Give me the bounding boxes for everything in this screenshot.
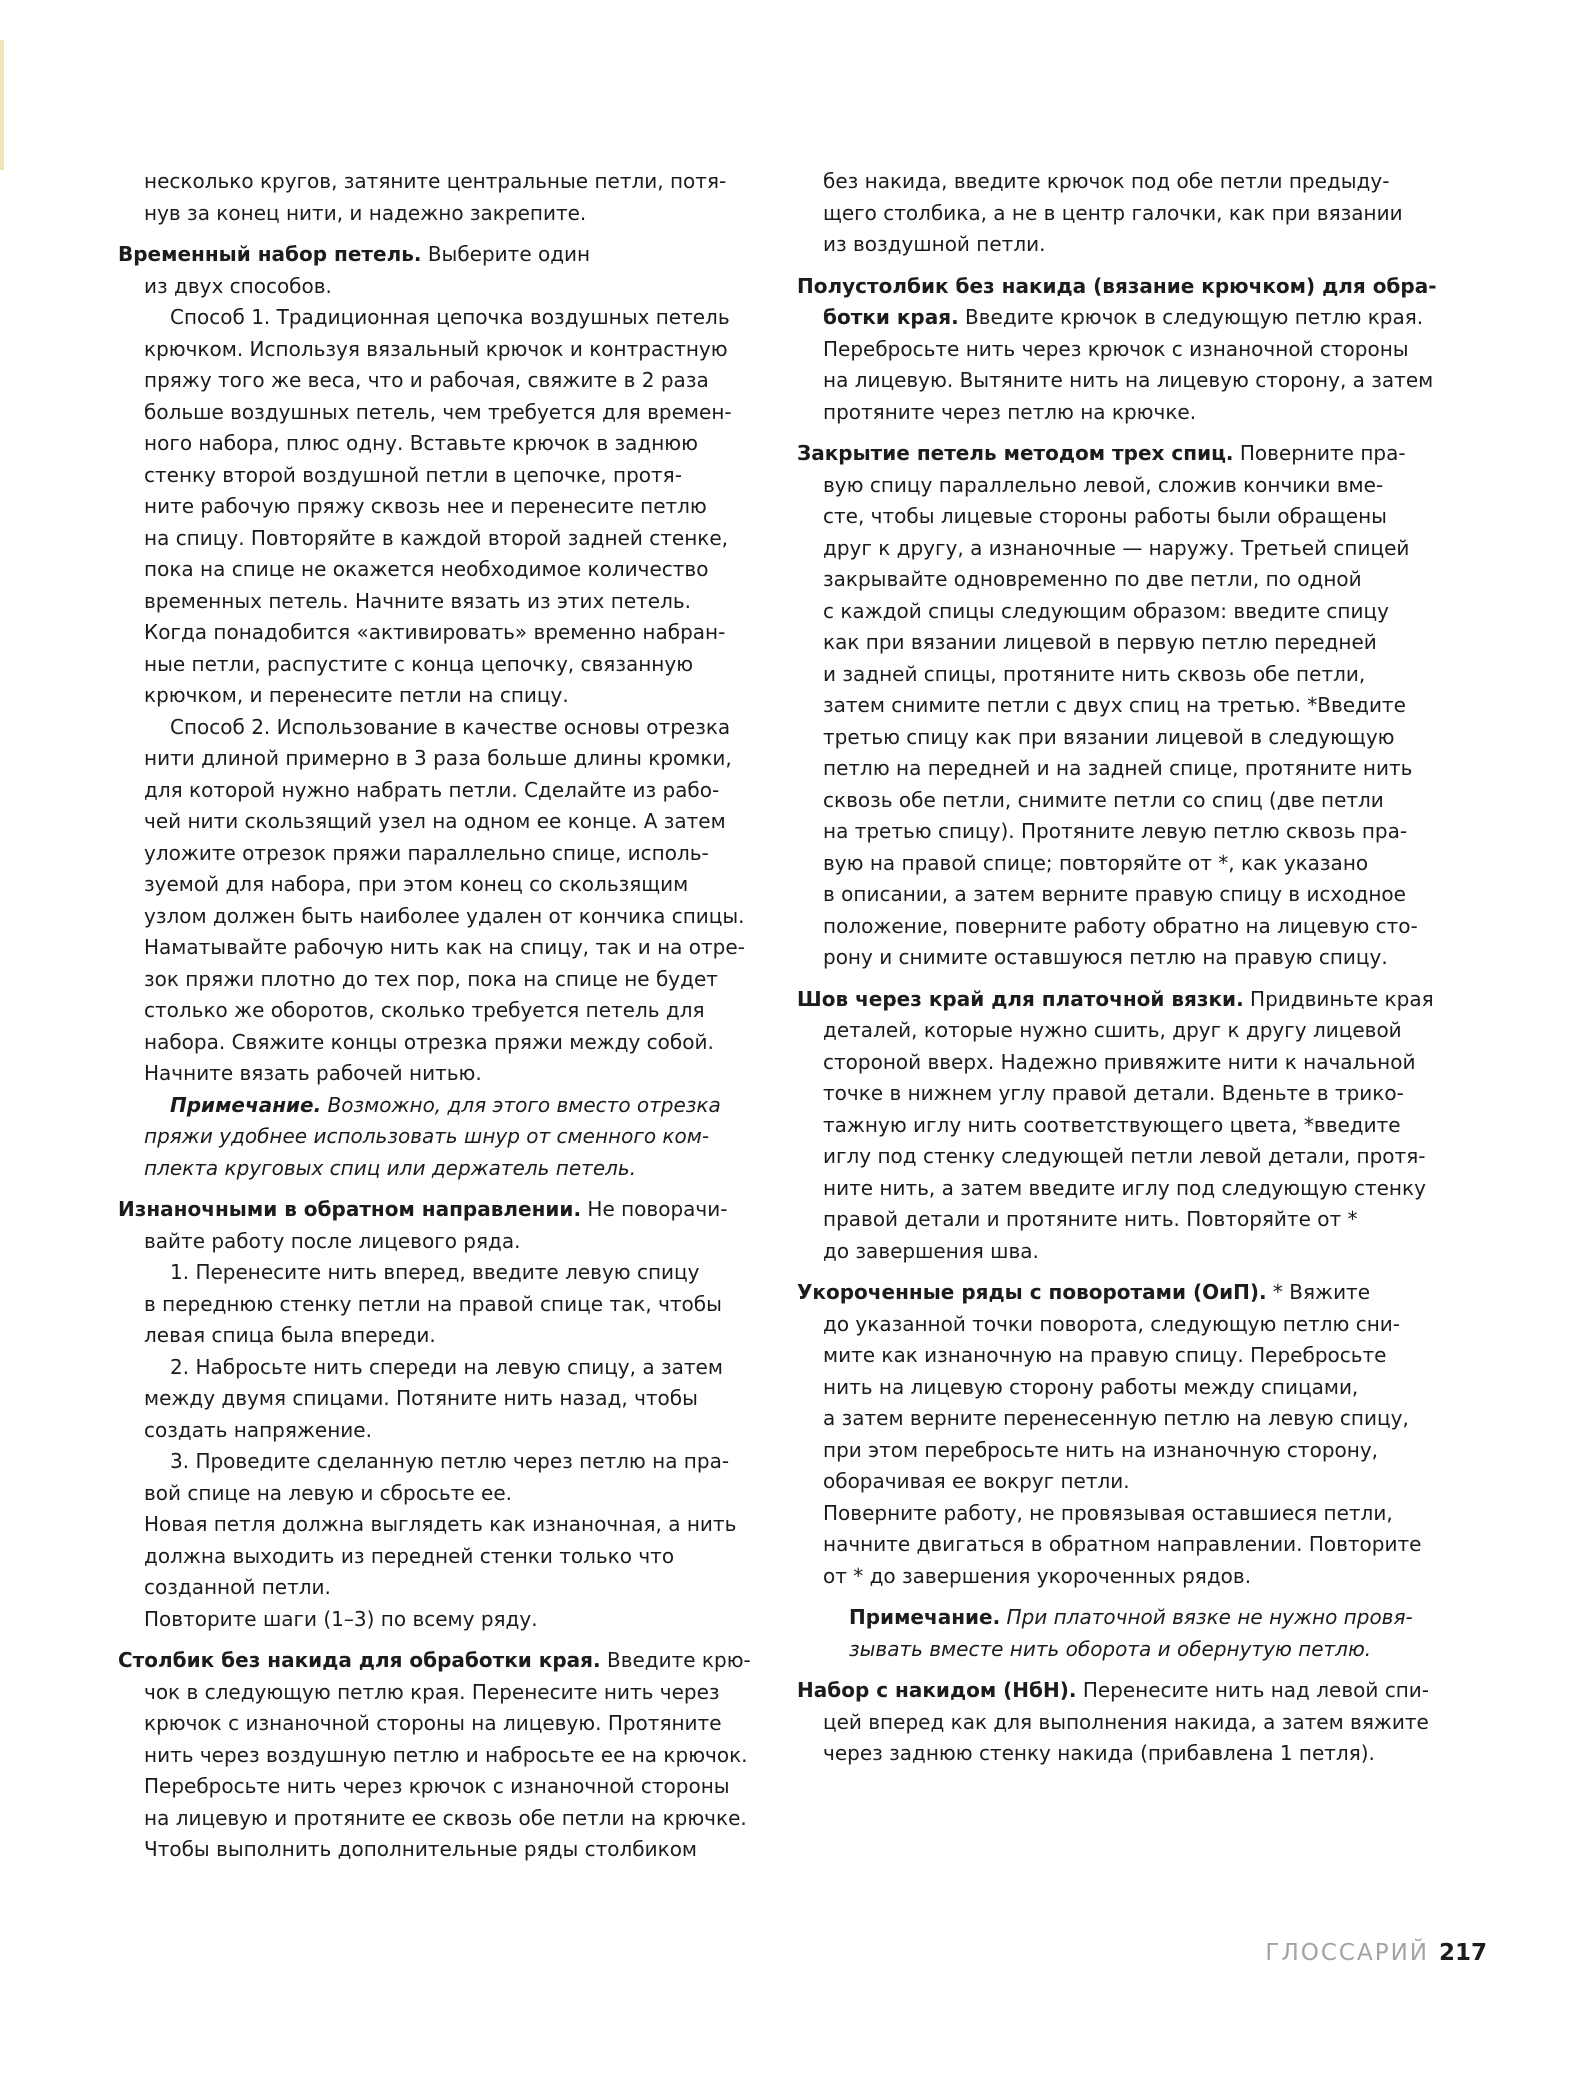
- text-line: деталей, которые нужно сшить, друг к другу лицевой: [823, 1018, 1402, 1042]
- text-line: чей нити скользящий узел на одном ее конце. А затем: [144, 809, 726, 833]
- entry-lead-text: Перенесите нить над левой спи-: [1076, 1678, 1429, 1702]
- text-line: крючком, и перенесите петли на спицу.: [144, 683, 569, 707]
- text-line: и задней спицы, протяните нить сквозь обе петли,: [823, 661, 1366, 686]
- text-line: стороной вверх. Надежно привяжите нити к начальной: [823, 1049, 1416, 1074]
- text-line: сте, чтобы лицевые стороны работы были обращены: [823, 504, 1387, 528]
- entry-lead-text: Придвиньте края: [1243, 986, 1434, 1011]
- text-line: затем снимите петли с двух спиц на третью. *Введите: [823, 693, 1406, 717]
- text-line: от * до завершения укороченных рядов.: [823, 1563, 1252, 1588]
- note-line: [849, 1602, 1462, 1634]
- text-line: щего столбика, а не в центр галочки, как при вязании: [823, 200, 1403, 225]
- text-line: Новая петля должна выглядеть как изнаночная, а нить: [144, 1512, 737, 1536]
- page-footer: [1265, 1940, 1487, 1966]
- text-line: из двух способов.: [144, 273, 332, 298]
- text-line: пока на спице не окажется необходимое количество: [144, 557, 709, 581]
- step-line: в переднюю стенку петли на правой спице так, чтобы: [144, 1291, 722, 1316]
- text-line: рону и снимите оставшуюся петлю на правую спицу.: [823, 945, 1388, 969]
- text-line: при этом перебросьте нить на изнаночную сторону,: [823, 1437, 1379, 1462]
- text-line: петлю на передней и на задней спице, протяните нить: [823, 756, 1413, 780]
- note: [797, 1602, 1462, 1665]
- text-line: чок в следующую петлю края. Перенесите нить через: [144, 1679, 720, 1704]
- continuation-text: [797, 166, 1462, 261]
- text-line: Повторите шаги (1–3) по всему ряду.: [144, 1606, 538, 1631]
- entry-yo-cast: [797, 1675, 1462, 1770]
- note: [118, 1090, 758, 1185]
- text-line: Поверните работу, не провязывая оставшиеся петли,: [823, 1500, 1393, 1525]
- entry-lead: [118, 239, 758, 271]
- text-line: начните двигаться в обратном направлении. Повторите: [823, 1532, 1422, 1556]
- text-line: временных петель. Начните вязать из этих петель.: [144, 588, 692, 613]
- text-line: а затем верните перенесенную петлю на левую спицу,: [823, 1406, 1409, 1430]
- text-line: больше воздушных петель, чем требуется для времен-: [144, 399, 732, 424]
- entry-short-rows: [797, 1277, 1462, 1592]
- text-line: на спицу. Повторяйте в каждой второй задней стенке,: [144, 525, 729, 550]
- text-line: зуемой для набора, при этом конец со скользящим: [144, 872, 689, 896]
- entry-term: Закрытие петель методом трех спиц.: [797, 441, 1234, 465]
- entry-lead: [118, 1645, 758, 1677]
- step-line: 1. Перенесите нить вперед, введите левую спицу: [170, 1260, 700, 1284]
- text-line: Способ 1. Традиционная цепочка воздушных петель: [170, 305, 730, 329]
- continuation-text: [118, 166, 758, 229]
- text-line: несколько кругов, затяните центральные петли, потя-: [144, 169, 727, 193]
- step-line: вой спице на левую и сбросьте ее.: [144, 1480, 512, 1505]
- entry-hdc-edge: [797, 271, 1462, 429]
- step-line: 2. Набросьте нить спереди на левую спицу, а затем: [170, 1354, 723, 1379]
- text-line: из воздушной петли.: [823, 232, 1046, 256]
- entry-lead: [797, 302, 1462, 334]
- text-line: правой детали и протяните нить. Повторяйте от *: [823, 1207, 1358, 1231]
- text-line: Перебросьте нить через крючок с изнаночной стороны: [823, 336, 1409, 361]
- text-line: на лицевую и протяните ее сквозь обе петли на крючке.: [144, 1805, 747, 1830]
- text-line: через заднюю стенку накида (прибавлена 1 петля).: [823, 1741, 1375, 1765]
- text-line: вую на правой спице; повторяйте от *, как указано: [823, 850, 1369, 875]
- entry-term: Укороченные ряды с поворотами (ОиП).: [797, 1280, 1267, 1304]
- entry-term: Полустолбик без накида (вязание крючком) для обра-: [797, 273, 1437, 298]
- text-line: в описании, а затем верните правую спицу в исходное: [823, 882, 1406, 906]
- text-line: созданной петли.: [144, 1575, 331, 1599]
- text-line: узлом должен быть наиболее удален от кончика спицы.: [144, 903, 745, 928]
- text-line: тажную иглу нить соответствующего цвета, *введите: [823, 1112, 1401, 1137]
- note-text: При платочной вязке не нужно провя-: [1000, 1605, 1413, 1629]
- text-line: нув за конец нити, и надежно закрепите.: [144, 200, 587, 225]
- entry-term: ботки края.: [823, 305, 959, 329]
- text-line: положение, поверните работу обратно на лицевую сто-: [823, 913, 1418, 938]
- note-label: Примечание.: [170, 1092, 322, 1117]
- text-line: стенку второй воздушной петли в цепочке, протя-: [144, 462, 682, 487]
- text-line: набора. Свяжите концы отрезка пряжи между собой.: [144, 1029, 714, 1054]
- entry-lead-text: Не поворачи-: [581, 1197, 728, 1221]
- note-line: [118, 1090, 758, 1122]
- text-line: протяните через петлю на крючке.: [823, 399, 1197, 424]
- text-line: вую спицу параллельно левой, сложив кончики вме-: [823, 472, 1384, 497]
- entry-term: Шов через край для платочной вязки.: [797, 986, 1244, 1011]
- text-line: ные петли, распустите с конца цепочку, связанную: [144, 651, 694, 676]
- right-column: [797, 166, 1462, 1780]
- text-line: ните нить, а затем введите иглу под следующую стенку: [823, 1175, 1426, 1200]
- note-line: пряжи удобнее использовать шнур от сменного ком-: [144, 1124, 710, 1148]
- text-line: с каждой спицы следующим образом: введите спицу: [823, 598, 1389, 623]
- text-line: уложите отрезок пряжи параллельно спице, исполь-: [144, 840, 709, 865]
- text-line: для которой нужно набрать петли. Сделайте из рабо-: [144, 777, 720, 802]
- entry-lead: [797, 1277, 1462, 1309]
- entry-lead: [797, 438, 1462, 470]
- left-column: [118, 166, 758, 1876]
- text-line: Когда понадобится «активировать» временно набран-: [144, 620, 726, 644]
- entry-purl-back: [118, 1194, 758, 1635]
- page-edge-mark: [0, 40, 4, 170]
- note-label: Примечание.: [849, 1605, 1001, 1629]
- note-line: плекта круговых спиц или держатель петель.: [144, 1155, 637, 1180]
- text-line: нить через воздушную петлю и набросьте ее на крючок.: [144, 1742, 748, 1767]
- text-line: до завершения шва.: [823, 1238, 1039, 1263]
- entry-lead-text: Выберите один: [421, 242, 591, 266]
- text-line: крючком. Используя вязальный крючок и контрастную: [144, 336, 728, 361]
- text-line: нити длиной примерно в 3 раза больше длины кромки,: [144, 746, 732, 770]
- step-line: создать напряжение.: [144, 1417, 372, 1442]
- text-line: зок пряжи плотно до тех пор, пока на спице не будет: [144, 966, 718, 991]
- entry-lead: [118, 1194, 758, 1226]
- step-line: между двумя спицами. Потяните нить назад, чтобы: [144, 1386, 698, 1410]
- text-line: иглу под стенку следующей петли левой детали, протя-: [823, 1144, 1426, 1168]
- entry-lead: [797, 984, 1462, 1016]
- entry-garter-seam: [797, 984, 1462, 1268]
- entry-three-needle: [797, 438, 1462, 974]
- entry-temp-cast: [118, 239, 758, 1184]
- entry-term: Столбик без накида для обработки края.: [118, 1648, 601, 1672]
- text-line: на третью спицу). Протяните левую петлю сквозь пра-: [823, 819, 1408, 843]
- text-line: закрывайте одновременно по две петли, по одной: [823, 567, 1362, 591]
- step-line: левая спица была впереди.: [144, 1323, 436, 1347]
- text-line: должна выходить из передней стенки только что: [144, 1543, 675, 1568]
- text-line: нить на лицевую сторону работы между спицами,: [823, 1374, 1359, 1399]
- method-1: [118, 302, 758, 712]
- text-line: как при вязании лицевой в первую петлю передней: [823, 630, 1377, 654]
- entry-term: Изнаночными в обратном направлении.: [118, 1197, 582, 1221]
- entry-term: Набор с накидом (НбН).: [797, 1678, 1077, 1702]
- text-line: на лицевую. Вытяните нить на лицевую сторону, а затем: [823, 368, 1434, 392]
- text-line: до указанной точки поворота, следующую петлю сни-: [823, 1311, 1401, 1336]
- entry-lead-text: Поверните пра-: [1233, 441, 1406, 465]
- entry-lead-text: Введите крю-: [600, 1648, 751, 1672]
- text-line: вайте работу после лицевого ряда.: [144, 1228, 521, 1253]
- note-line: зывать вместе нить оборота и обернутую петлю.: [849, 1636, 1372, 1661]
- text-line: пряжу того же веса, что и рабочая, свяжите в 2 раза: [144, 368, 709, 392]
- entry-lead: [797, 271, 1462, 303]
- text-line: Перебросьте нить через крючок с изнаночной стороны: [144, 1774, 730, 1798]
- text-line: оборачивая ее вокруг петли.: [823, 1469, 1130, 1493]
- text-line: ните рабочую пряжу сквозь нее и перенесите петлю: [144, 494, 707, 518]
- entry-lead-text: Введите крючок в следующую петлю края.: [958, 305, 1424, 329]
- text-line: точке в нижнем углу правой детали. Вденьте в трико-: [823, 1081, 1404, 1105]
- text-line: Начните вязать рабочей нитью.: [144, 1061, 482, 1085]
- text-line: друг к другу, а изнаночные — наружу. Третьей спицей: [823, 535, 1410, 560]
- entry-sc-edge: [118, 1645, 758, 1866]
- text-line: цей вперед как для выполнения накида, а затем вяжите: [823, 1709, 1429, 1734]
- text-line: крючок с изнаночной стороны на лицевую. Протяните: [144, 1711, 722, 1735]
- text-line: мите как изнаночную на правую спицу. Перебросьте: [823, 1343, 1387, 1367]
- text-line: без накида, введите крючок под обе петли предыду-: [823, 169, 1390, 193]
- entry-term: Временный набор петель.: [118, 242, 422, 266]
- entry-lead: [797, 1675, 1462, 1707]
- text-line: сквозь обе петли, снимите петли со спиц (две петли: [823, 787, 1384, 812]
- text-line: Способ 2. Использование в качестве основы отрезка: [170, 714, 731, 739]
- step-line: 3. Проведите сделанную петлю через петлю на пра-: [170, 1449, 730, 1473]
- text-line: Чтобы выполнить дополнительные ряды столбиком: [144, 1837, 698, 1861]
- text-line: третью спицу как при вязании лицевой в следующую: [823, 724, 1395, 749]
- entry-lead-text: * Вяжите: [1266, 1280, 1371, 1304]
- method-2: [118, 712, 758, 1090]
- section-name: ГЛОССАРИЙ: [1265, 1940, 1429, 1966]
- text-line: Наматывайте рабочую нить как на спицу, так и на отре-: [144, 935, 745, 959]
- text-line: ного набора, плюс одну. Вставьте крючок в заднюю: [144, 431, 698, 455]
- text-line: столько же оборотов, сколько требуется петель для: [144, 998, 705, 1022]
- note-text: Возможно, для этого вместо отрезка: [321, 1092, 721, 1117]
- page-number: 217: [1438, 1940, 1487, 1966]
